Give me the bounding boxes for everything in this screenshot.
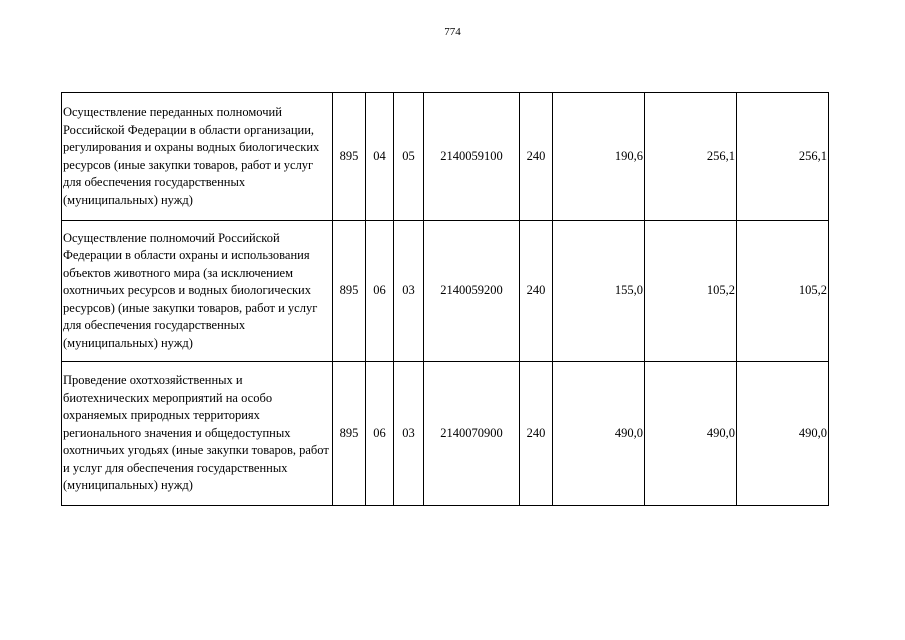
ministry-code-cell: 895: [333, 93, 366, 221]
section-code-cell: 06: [366, 362, 394, 506]
amount-2-cell: 105,2: [645, 221, 737, 362]
ministry-code-cell: 895: [333, 221, 366, 362]
section-code-cell: 04: [366, 93, 394, 221]
description-cell: Осуществление переданных полномочий Российской Федерации в области организации, регулирования и охраны водных биологических ресурсов (иные закупки товаров, работ и услуг для обеспечения государственных (муниципальных) нужд): [62, 93, 333, 221]
expense-type-cell: 240: [520, 362, 553, 506]
subsection-code-cell: 03: [394, 362, 424, 506]
amount-3-cell: 105,2: [737, 221, 829, 362]
target-article-cell: 2140070900: [424, 362, 520, 506]
expense-type-cell: 240: [520, 93, 553, 221]
amount-3-cell: 490,0: [737, 362, 829, 506]
description-cell: Осуществление полномочий Российской Федерации в области охраны и использования объектов животного мира (за исключением охотничьих ресурсов и водных биологических ресурсов) (иные закупки товаров, работ и услуг для обеспечения государственных (муниципальных) нужд): [62, 221, 333, 362]
target-article-cell: 2140059200: [424, 221, 520, 362]
page-number: 774: [444, 26, 461, 38]
budget-table: [61, 92, 829, 506]
target-article-cell: 2140059100: [424, 93, 520, 221]
amount-1-cell: 190,6: [553, 93, 645, 221]
amount-3-cell: 256,1: [737, 93, 829, 221]
table-row: [62, 362, 829, 506]
subsection-code-cell: 03: [394, 221, 424, 362]
amount-2-cell: 490,0: [645, 362, 737, 506]
amount-1-cell: 155,0: [553, 221, 645, 362]
description-cell: Проведение охотхозяйственных и биотехнических мероприятий на особо охраняемых природных территориях регионального значения и общедоступных охотничьих угодьях (иные закупки товаров, работ и услуг для обеспечения государственных (муниципальных) нужд): [62, 362, 333, 506]
amount-1-cell: 490,0: [553, 362, 645, 506]
section-code-cell: 06: [366, 221, 394, 362]
expense-type-cell: 240: [520, 221, 553, 362]
amount-2-cell: 256,1: [645, 93, 737, 221]
subsection-code-cell: 05: [394, 93, 424, 221]
table-row: [62, 93, 829, 221]
ministry-code-cell: 895: [333, 362, 366, 506]
table-row: [62, 221, 829, 362]
